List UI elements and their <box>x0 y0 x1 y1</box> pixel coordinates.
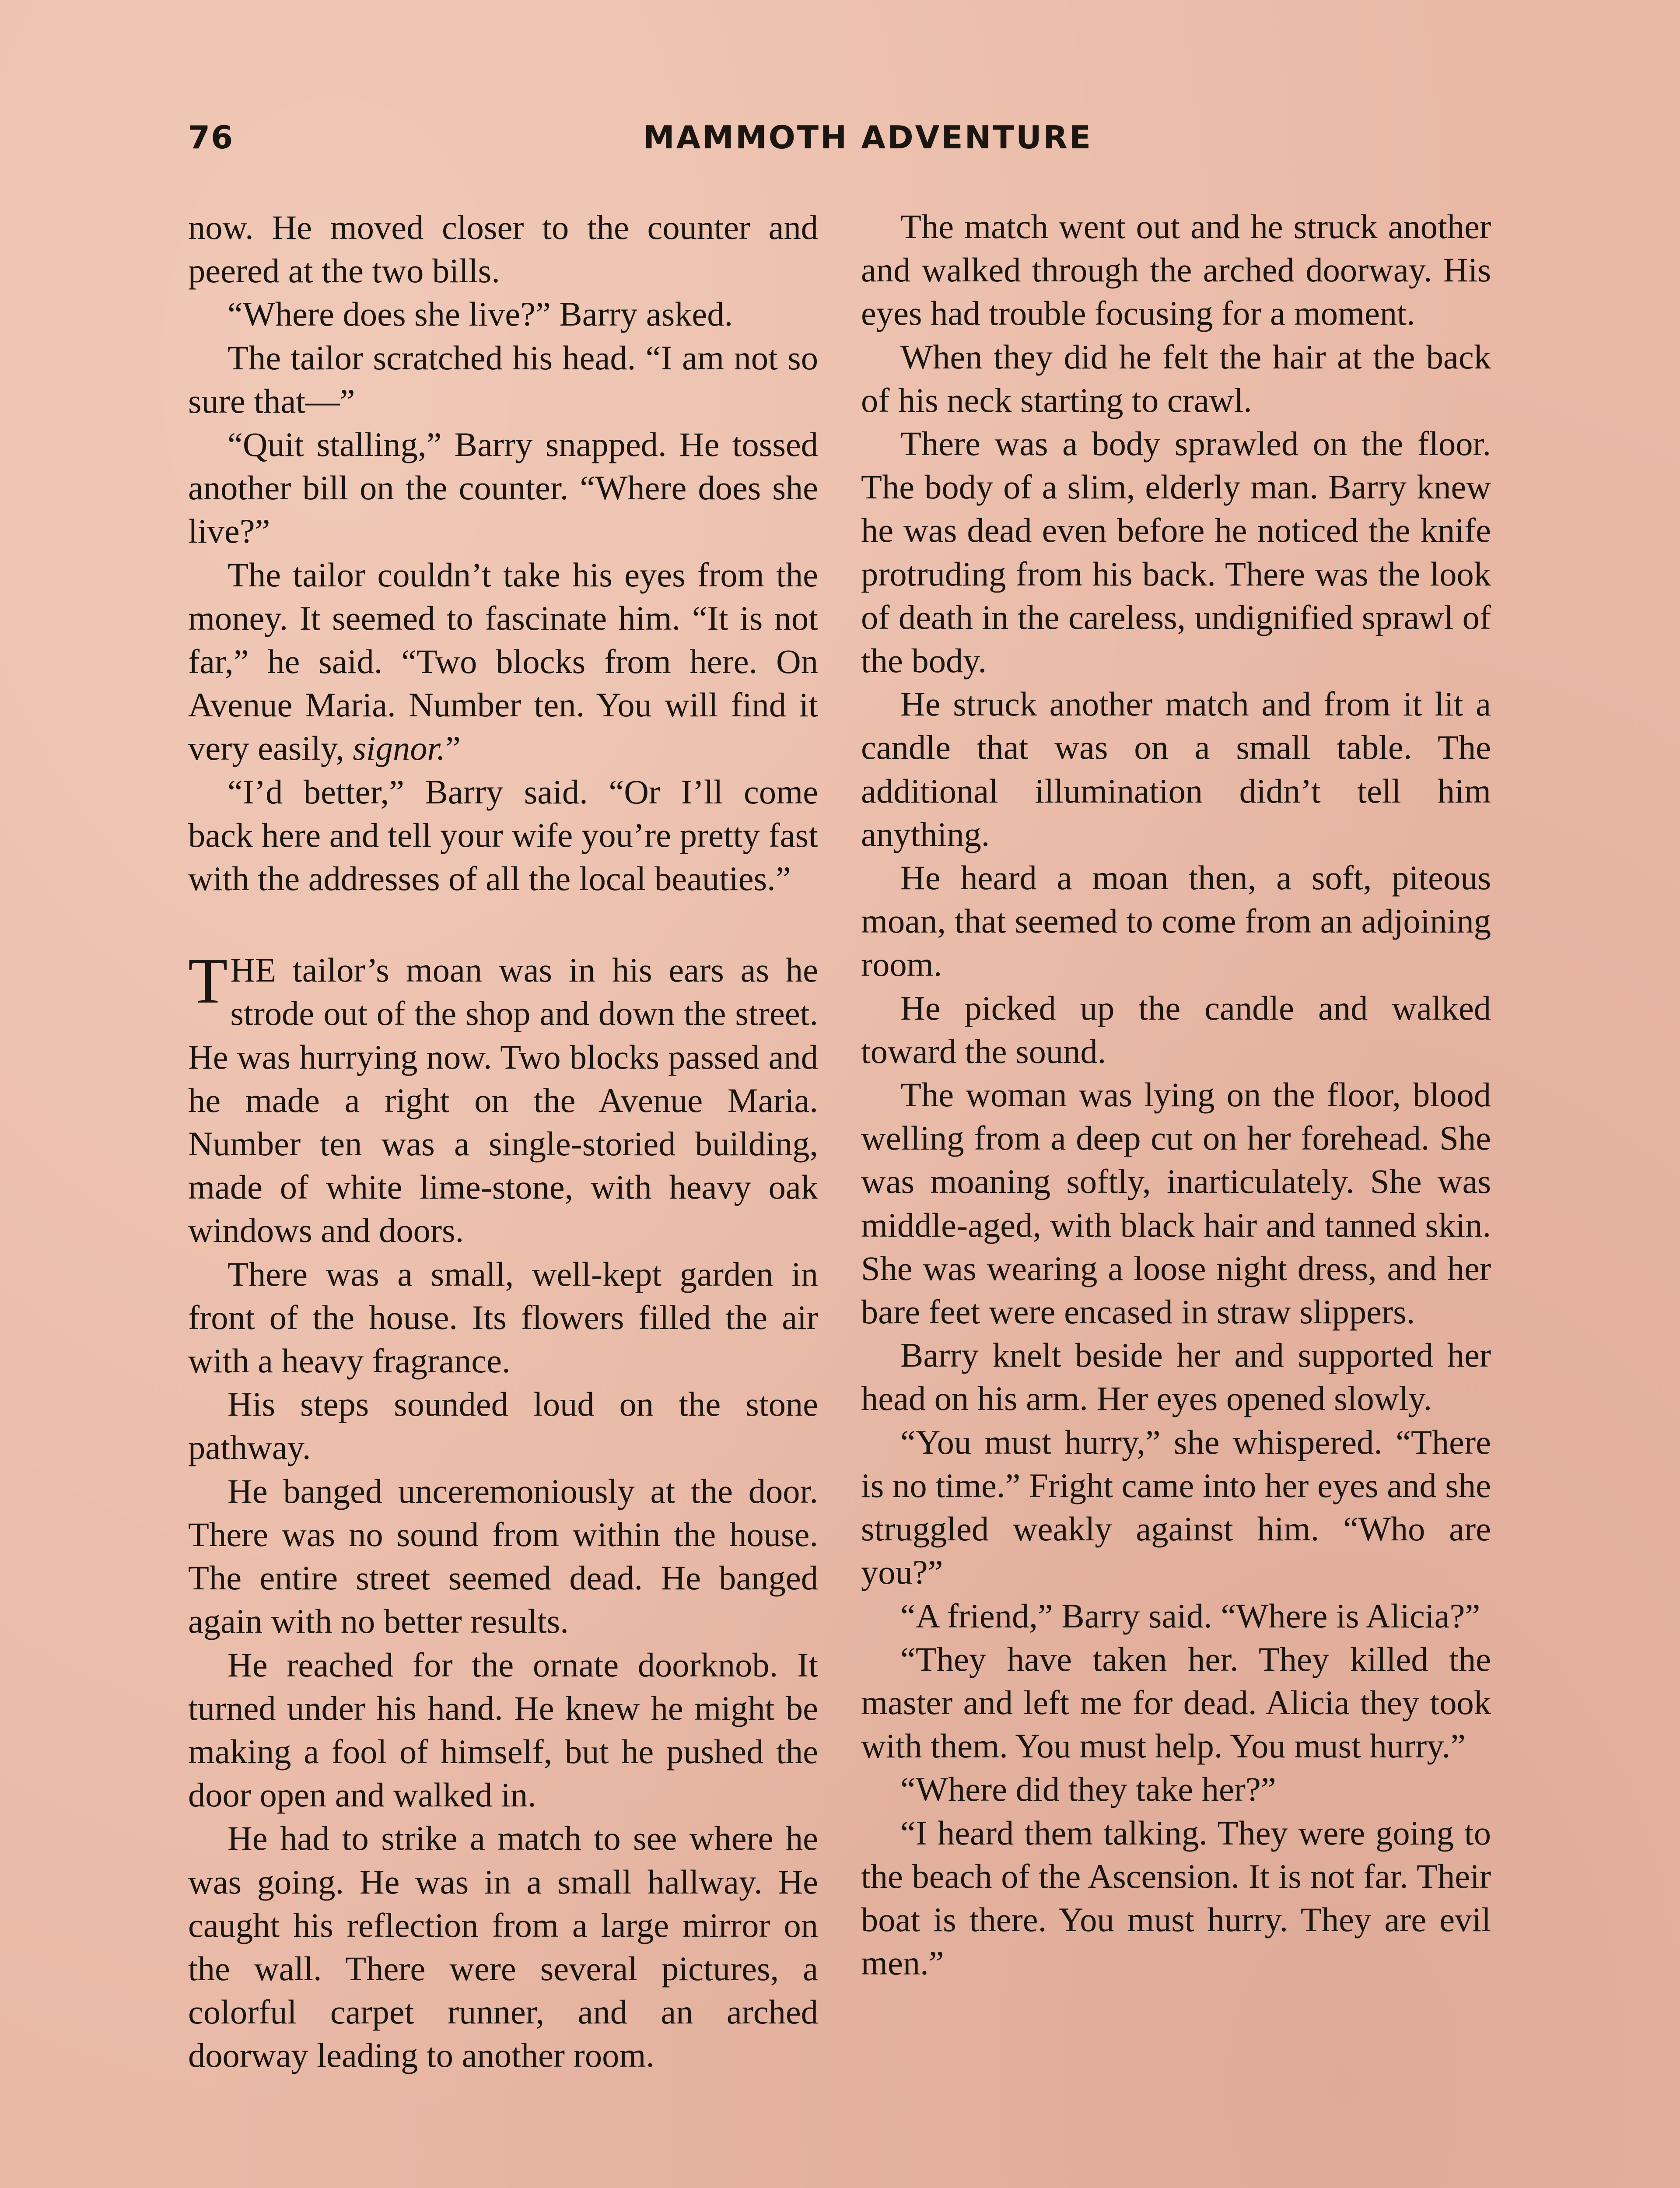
paragraph <box>188 553 818 770</box>
paragraph: The tailor scratched his head. “I am not so sure that—” <box>188 338 818 420</box>
paragraph: “Quit stalling,” Barry snapped. He tossed another bill on the counter. “Where does she live?” <box>188 425 818 551</box>
paragraph-text: HE tailor’s moan was in his ears as he strode out of the shop and down the street. He was hurrying now. Two blocks passed and he made a right on the Avenue Maria. Number ten was a single-storied building, made of white lime-stone, with heavy oak windows and doors. <box>188 951 818 1250</box>
paragraph: He banged unceremoniously at the door. There was no sound from within the house. The entire street seemed dead. He banged again with no better results. <box>188 1472 818 1641</box>
paragraph: There was a small, well-kept garden in front of the house. Its flowers filled the air with a heavy fragrance. <box>188 1255 818 1380</box>
paragraph: “I’d better,” Barry said. “Or I’ll come back here and tell your wife you’re pretty fast with the addresses of all the local beauties.” <box>188 772 818 898</box>
paragraph: “They have taken her. They killed the master and left me for dead. Alicia they took with them. You must help. You must hurry.” <box>861 1640 1491 1765</box>
paragraph: “A friend,” Barry said. “Where is Alicia?” <box>900 1596 1480 1635</box>
closing-quote: ” <box>445 729 461 768</box>
paragraph: now. He moved closer to the counter and peered at the two bills. <box>188 208 818 290</box>
paragraph: The match went out and he struck another and walked through the arched doorway. His eyes had trouble focusing for a moment. <box>861 207 1491 333</box>
paragraph: “Where does she live?” Barry asked. <box>228 295 733 333</box>
paragraph: There was a body sprawled on the floor. The body of a slim, elderly man. Barry knew he was dead even before he noticed the knife protruding from his back. There was the look of death in the careless, undignified sprawl of the body. <box>861 424 1491 680</box>
left-text-column <box>188 206 818 2077</box>
paragraph: “You must hurry,” she whispered. “There is no time.” Fright came into her eyes and she struggled weakly against him. “Who are you?” <box>861 1423 1491 1592</box>
page-header <box>188 119 1501 167</box>
paragraph: He heard a moan then, a soft, piteous moan, that seemed to come from an adjoining room. <box>861 859 1491 984</box>
section-opening-paragraph <box>188 945 818 1252</box>
italic-word: signor. <box>353 729 445 768</box>
drop-cap: T <box>188 945 228 1017</box>
paragraph-text: The tailor couldn’t take his eyes from the money. It seemed to fascinate him. “It is not far,” he said. “Two blocks from here. On Avenue Maria. Number ten. You will find it very easily, <box>188 555 818 768</box>
paragraph: Barry knelt beside her and supported her head on his arm. Her eyes opened slowly. <box>861 1336 1491 1418</box>
paragraph: “I heard them talking. They were going to the beach of the Ascension. It is not far. Their boat is there. You must hurry. They are evil men.” <box>861 1813 1491 1982</box>
paragraph: When they did he felt the hair at the back of his neck starting to crawl. <box>861 337 1491 419</box>
page-number: 76 <box>188 119 234 156</box>
paragraph: “Where did they take her?” <box>900 1770 1276 1809</box>
paragraph: He picked up the candle and walked toward the sound. <box>861 989 1491 1070</box>
paragraph: He reached for the ornate doorknob. It turned under his hand. He knew he might be making a fool of himself, but he pushed the door open and walked in. <box>188 1645 818 1814</box>
right-text-column <box>861 205 1491 1985</box>
paragraph: He had to strike a match to see where he was going. He was in a small hallway. He caught his reflection from a large mirror on the wall. There were several pictures, a colorful carpet runner, and an arched doorway leading to another room. <box>188 1819 818 2075</box>
paragraph: The woman was lying on the floor, blood welling from a deep cut on her forehead. She was moaning softly, inarticulately. She was middle-aged, with black hair and tanned skin. She was wearing a loose night dress, and her bare feet were encased in straw slippers. <box>861 1076 1491 1331</box>
running-title: MAMMOTH ADVENTURE <box>643 119 1093 156</box>
paragraph: His steps sounded loud on the stone pathway. <box>188 1385 818 1467</box>
paragraph: He struck another match and from it lit a candle that was on a small table. The additional illumination didn’t tell him anything. <box>861 685 1491 853</box>
